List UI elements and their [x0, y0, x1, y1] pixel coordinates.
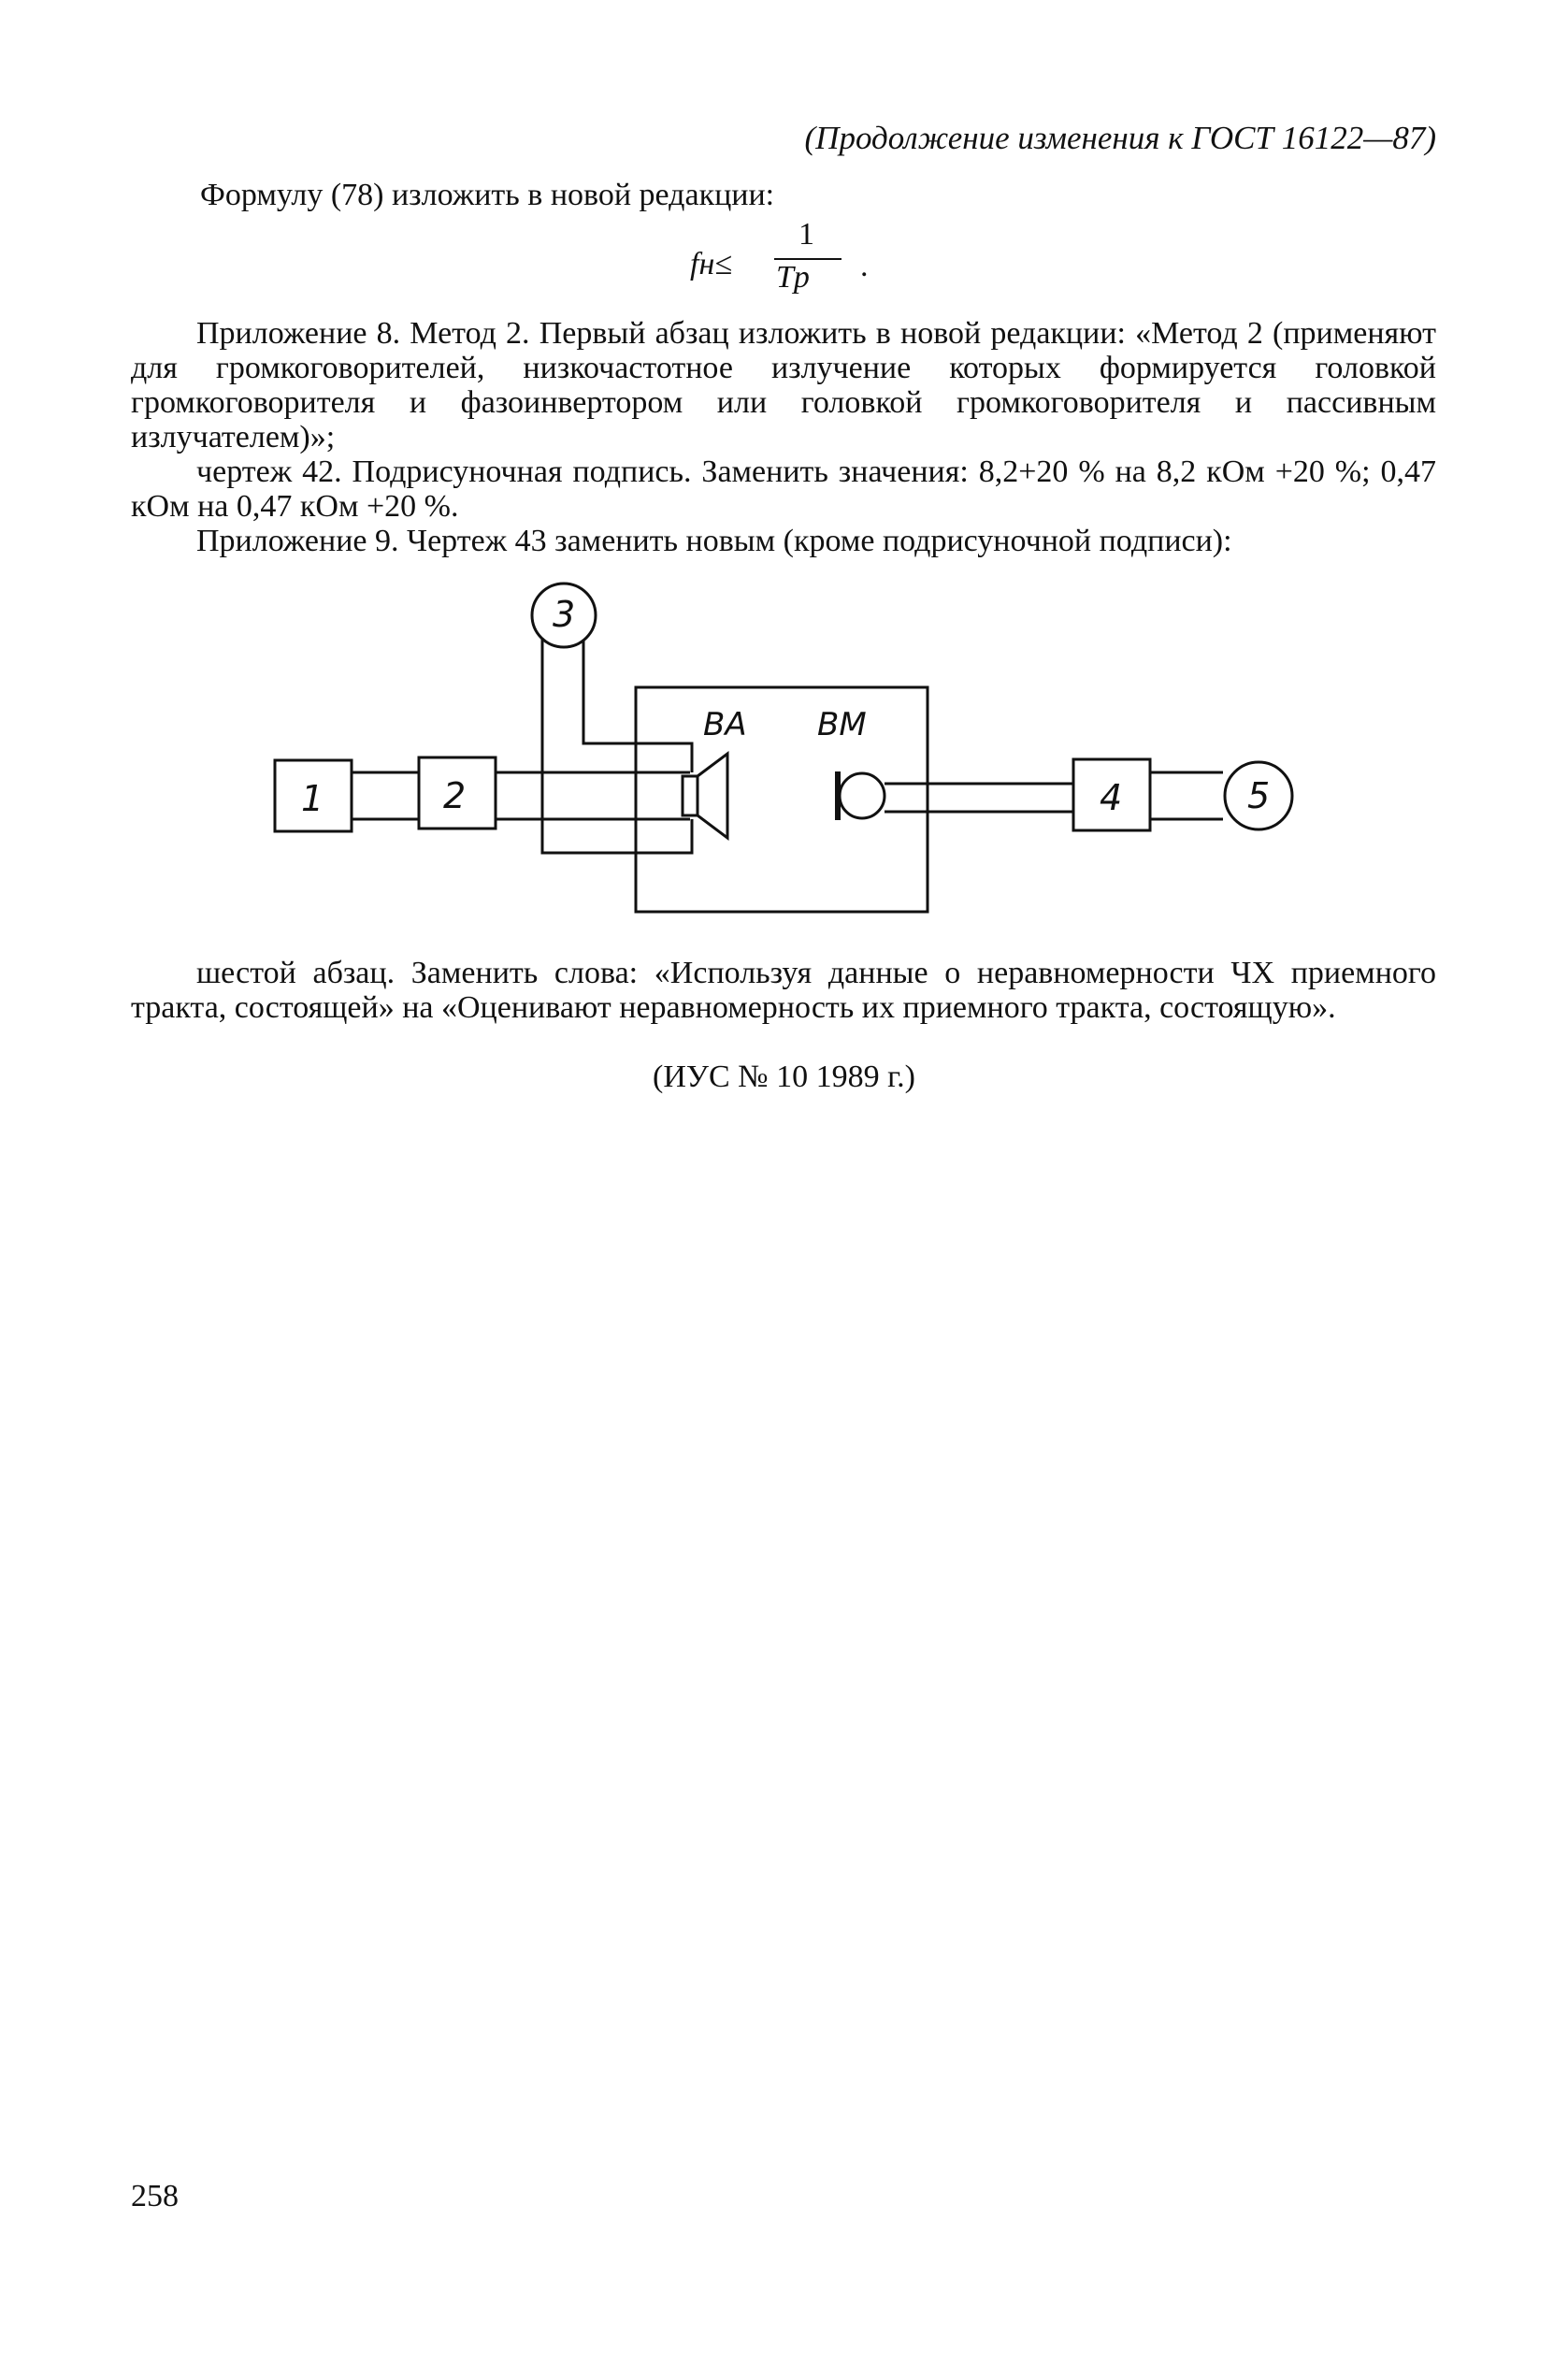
block-1-label: 1	[301, 778, 324, 819]
source-footnote: (ИУС № 10 1989 г.)	[653, 1059, 915, 1094]
formula-end: .	[860, 249, 869, 283]
paragraph-sixth	[131, 956, 1436, 1025]
page-number: 258	[131, 2179, 179, 2213]
microphone-capsule	[840, 773, 885, 818]
block-2-label: 2	[443, 775, 467, 816]
continuation-header: (Продолжение изменения к ГОСТ 16122—87)	[804, 120, 1436, 156]
paragraph-appendix-9-text: Приложение 9. Чертеж 43 заменить новым (кроме подрисуночной подписи):	[196, 524, 1232, 558]
paragraph-appendix-8-text: Приложение 8. Метод 2. Первый абзац изложить в новой редакции: «Метод 2 (применяют для громкоговорителей, низкочастотное излучение которых формируется головкой громкоговорителя и фазоинвертором или головкой громкоговорителя и пассивным излучателем)»;	[131, 316, 1436, 454]
circle-3-label: 3	[553, 594, 576, 635]
circle-5-label: 5	[1247, 775, 1271, 816]
block-4-label: 4	[1100, 777, 1123, 818]
speaker-label: BA	[703, 706, 747, 743]
speaker-body	[683, 776, 698, 815]
microphone-label: BM	[817, 706, 867, 743]
formula-lhs: fн≤	[690, 247, 732, 281]
formula-intro: Формулу (78) изложить в новой редакции:	[200, 178, 775, 212]
paragraph-sixth-text: шестой абзац. Заменить слова: «Используя данные о неравномерности ЧХ приемного тракта, состоящей» на «Оценивают неравномерность их приемного тракта, состоящую».	[131, 956, 1436, 1025]
formula-numerator: 1	[798, 217, 814, 252]
formula-denominator: Tр	[776, 260, 810, 295]
speaker-cone	[698, 754, 727, 838]
measurement-diagram	[0, 0, 1568, 935]
wire-3-right	[583, 640, 692, 772]
paragraph-drawing-42-text: чертеж 42. Подрисуночная подпись. Заменить значения: 8,2+20 % на 8,2 кОм +20 %; 0,47 кОм на 0,47 кОм +20 %.	[131, 454, 1436, 524]
